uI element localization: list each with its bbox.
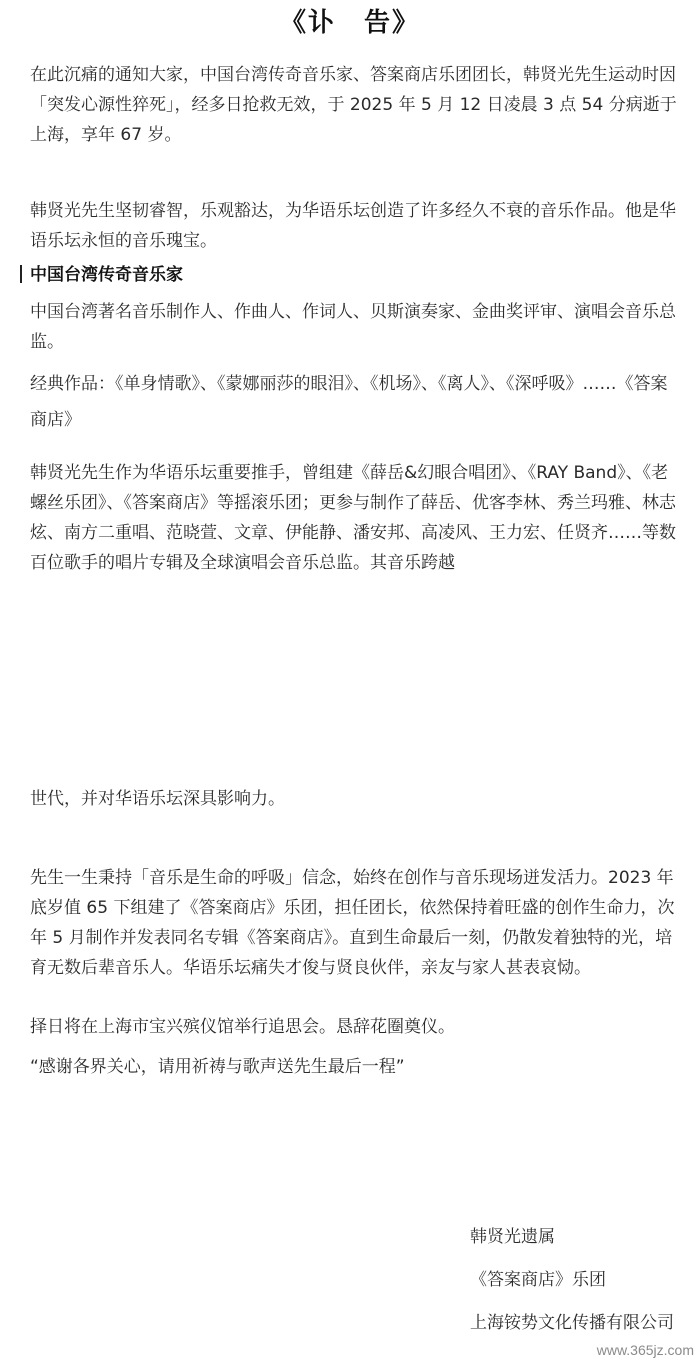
signature-company: 上海铵势文化传播有限公司 <box>470 1313 674 1333</box>
intro-paragraph: 在此沉痛的通知大家，中国台湾传奇音乐家、答案商店乐团团长，韩贤光先生运动时因「突发心源性猝死」，经多日抢救无效，于 2025 年 5 月 12 日凌晨 3 点 54 分病逝于上海，享年 67 岁。 <box>30 65 677 145</box>
section-heading <box>20 260 183 290</box>
watermark: www.365jz.com <box>596 1342 694 1358</box>
closing-paragraph: 先生一生秉持「音乐是生命的呼吸」信念，始终在创作与音乐现场迸发活力。2023 年底岁值 65 下组建了《答案商店》乐团，担任团长，依然保持着旺盛的创作生命力，次年 5 月制作并发表同名专辑《答案商店》。直到生命最后一刻，仍散发着独特的光，培育无数后辈音乐人。华语乐坛痛失才俊与贤良伙伴，亲友与家人甚表哀恸。 <box>30 868 675 978</box>
roles-paragraph: 中国台湾著名音乐制作人、作曲人、作词人、贝斯演奏家、金曲奖评审、演唱会音乐总监。 <box>30 302 676 352</box>
page-title: 《讣 告》 <box>279 8 420 38</box>
section-heading-text: 中国台湾传奇音乐家 <box>30 265 183 285</box>
signature-family: 韩贤光遗属 <box>470 1227 555 1247</box>
signature-band: 《答案商店》乐团 <box>470 1270 606 1290</box>
career-paragraph: 韩贤光先生作为华语乐坛重要推手，曾组建《薛岳&幻眼合唱团》、《RAY Band》、《老螺丝乐团》、《答案商店》等摇滚乐团；更参与制作了薛岳、优客李林、秀兰玛雅、林志炫、南方二重唱、范晓萱、文章、伊能静、潘安邦、高凌风、王力宏、任贤齐……等数百位歌手的唱片专辑及全球演唱会音乐总监。其音乐跨越 <box>30 463 676 573</box>
classic-works-paragraph: 经典作品：《单身情歌》、《蒙娜丽莎的眼泪》、《机场》、《离人》、《深呼吸》……《答案商店》 <box>30 374 668 430</box>
tribute-paragraph: 韩贤光先生坚韧睿智，乐观豁达，为华语乐坛创造了许多经久不衰的音乐作品。他是华语乐坛永恒的音乐瑰宝。 <box>30 201 676 251</box>
memorial-paragraph: 择日将在上海市宝兴殡仪馆举行追思会。恳辞花圈奠仪。 <box>30 1017 455 1037</box>
heading-bar <box>20 265 22 283</box>
quote-paragraph: “感谢各界关心，请用祈祷与歌声送先生最后一程” <box>30 1057 405 1077</box>
career-end-paragraph: 世代，并对华语乐坛深具影响力。 <box>30 789 285 809</box>
